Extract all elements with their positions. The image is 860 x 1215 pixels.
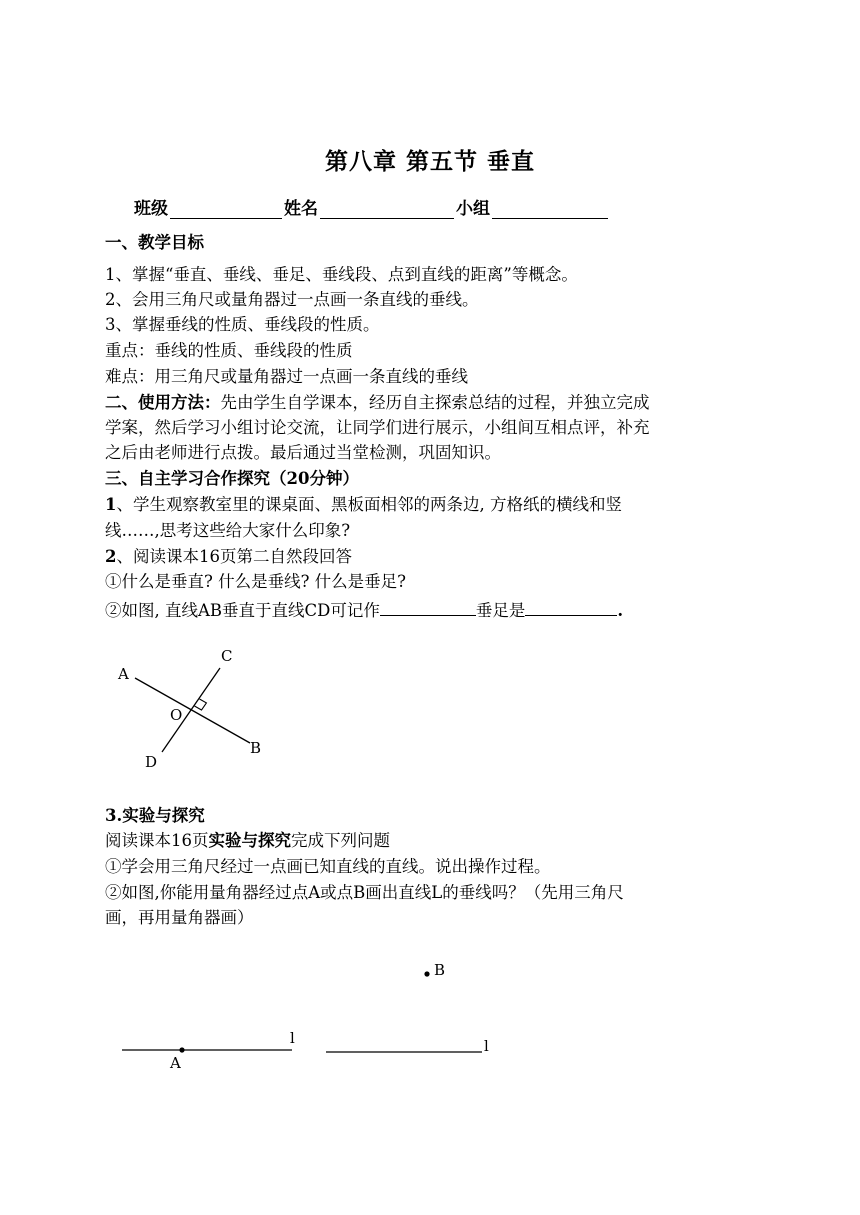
label-d: D [145, 753, 158, 771]
right-angle-mark [195, 699, 207, 710]
label-b: B [250, 739, 262, 757]
objective-item: 1、掌握“垂直、垂线、垂足、垂线段、点到直线的距离”等概念。 [105, 265, 578, 284]
student-info-row [134, 194, 610, 219]
name-label: 姓名 [284, 199, 318, 219]
question-1-cont: 线……,思考这些给大家什么印象? [105, 521, 351, 540]
question-2a: ①什么是垂直? 什么是垂线? 什么是垂足? [105, 572, 407, 591]
section4-item2-cont: 画，再用量角器画） [105, 908, 254, 927]
key-point: 重点：垂线的性质、垂线段的性质 [105, 341, 353, 360]
label-l-right: l [484, 1037, 489, 1055]
group-label: 小组 [456, 199, 490, 219]
objective-item: 2、会用三角尺或量角器过一点画一条直线的垂线。 [105, 290, 479, 309]
section1-heading: 一、教学目标 [105, 233, 204, 252]
label-o: O [170, 706, 183, 724]
point-b [424, 971, 429, 976]
label-a: A [118, 665, 129, 683]
label-l-left: l [290, 1029, 295, 1047]
answer-blank [380, 597, 476, 616]
perpendicular-figure [110, 640, 280, 775]
point-a [179, 1047, 184, 1052]
page-title: 第八章 第五节 垂直 [324, 148, 535, 175]
label-c: C [221, 647, 233, 665]
section2-line: 之后由老师进行点拨。最后通过当堂检测，巩固知识。 [105, 443, 501, 462]
section2-heading: 二、使用方法： [105, 393, 221, 412]
section4-item1: ①学会用三角尺经过一点画已知直线的直线。说出操作过程。 [105, 857, 551, 876]
label-b: B [434, 961, 446, 979]
section4-heading: 3.实验与探究 [105, 806, 205, 825]
name-blank [320, 200, 454, 219]
section3-heading: 三、自主学习合作探究（20分钟） [105, 469, 359, 488]
section4-intro: 阅读课本16页实验与探究完成下列问题 [105, 831, 390, 850]
answer-blank [525, 597, 617, 616]
question-2: 2、阅读课本16页第二自然段回答 [105, 547, 352, 566]
class-blank [170, 200, 282, 219]
difficult-point: 难点：用三角尺或量角器过一点画一条直线的垂线 [105, 367, 468, 386]
objective-item: 3、掌握垂线的性质、垂线段的性质。 [105, 315, 380, 334]
line-ab [135, 678, 250, 743]
question-2b: ②如图, 直线AB垂直于直线CD可记作 垂足是 . [105, 597, 623, 622]
line-l-figure [110, 955, 530, 1080]
label-a: A [170, 1054, 181, 1072]
section4-item2: ②如图,你能用量角器经过点A或点B画出直线L的垂线吗？（先用三角尺 [105, 883, 624, 902]
question-1: 1、学生观察教室里的课桌面、黑板面相邻的两条边, 方格纸的横线和竖 [105, 495, 622, 514]
group-blank [492, 200, 608, 219]
section2-line: 学案，然后学习小组讨论交流，让同学们进行展示，小组间互相点评，补充 [105, 418, 650, 437]
class-label: 班级 [134, 199, 168, 219]
section2-line: 二、使用方法：先由学生自学课本，经历自主探索总结的过程，并独立完成 [105, 393, 650, 412]
